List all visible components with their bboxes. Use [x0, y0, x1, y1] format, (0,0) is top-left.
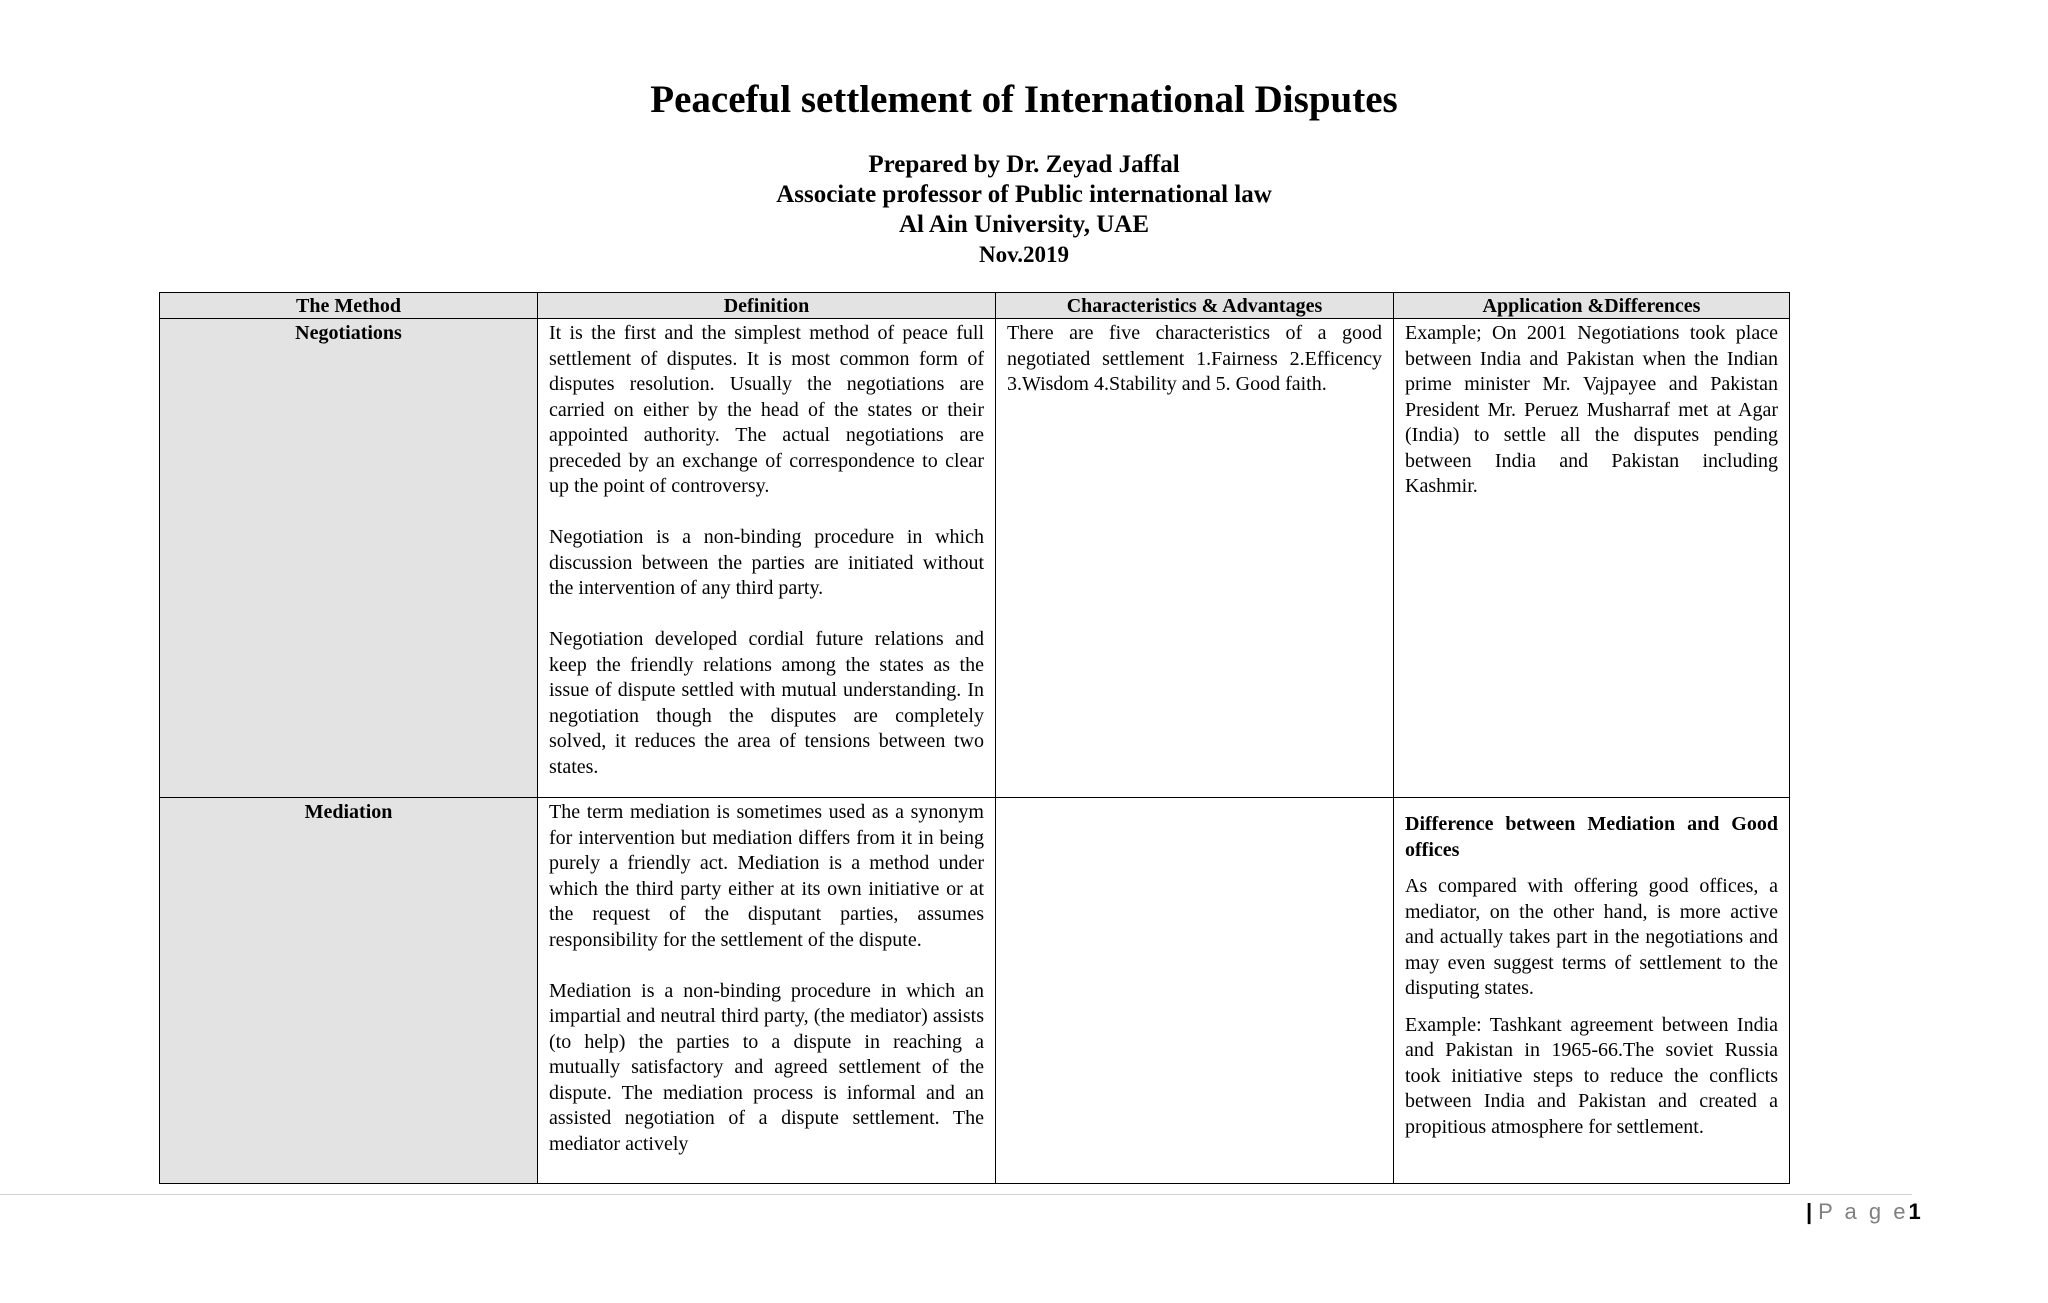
header-method: The Method — [160, 293, 538, 319]
methods-table — [159, 292, 1790, 1184]
definition-paragraph: It is the first and the simplest method of peace full settlement of disputes. It is most common form of disputes resolution. Usually the negotiations are carried on either by the head of the states or their appointed authority. The actual negotiations are preceded by an exchange of correspondence to clear up the point of controversy. — [549, 322, 984, 497]
application-cell — [1394, 319, 1790, 798]
page-label: P a g e — [1818, 1199, 1909, 1224]
page-number — [1806, 1197, 1921, 1227]
page-bar-glyph: | — [1806, 1199, 1813, 1224]
method-cell: Mediation — [160, 798, 538, 1184]
definition-cell — [538, 798, 996, 1184]
document-title: Peaceful settlement of International Disputes — [650, 78, 1398, 121]
characteristics-cell — [996, 798, 1394, 1184]
position-line: Associate professor of Public international law — [776, 181, 1272, 208]
application-cell — [1394, 798, 1790, 1184]
application-paragraph: As compared with offering good offices, a mediator, on the other hand, is more active and actually takes part in the negotiations and may even suggest terms of settlement to the disputing states. — [1405, 875, 1778, 999]
definition-clip — [549, 800, 984, 1181]
application-text: Example; On 2001 Negotiations took place between India and Pakistan when the Indian prime minister Mr. Vajpayee and Pakistan President Mr. Peruez Musharraf met at Agar (India) to settle all the disputes pending between India and Pakistan including Kashmir. — [1405, 322, 1778, 497]
definition-cell — [538, 319, 996, 798]
page-number-value: 1 — [1908, 1199, 1921, 1224]
document-meta — [0, 150, 2048, 270]
method-cell: Negotiations — [160, 319, 538, 798]
characteristics-text: There are five characteristics of a good negotiated settlement 1.Fairness 2.Efficency 3.Wisdom 4.Stability and 5. Good faith. — [1007, 322, 1382, 395]
author-line: Prepared by Dr. Zeyad Jaffal — [868, 151, 1180, 178]
header-characteristics: Characteristics & Advantages — [996, 293, 1394, 319]
header-definition: Definition — [538, 293, 996, 319]
table-header-row — [160, 293, 1790, 319]
table-row — [160, 319, 1790, 798]
application-heading: Difference between Mediation and Good offices — [1405, 813, 1778, 861]
date-line: Nov.2019 — [978, 242, 1070, 267]
definition-paragraph: Mediation is a non-binding procedure in which an impartial and neutral third party, (the mediator) assists (to help) the parties to a dispute in reaching a mutually satisfactory and agreed settlement of the dispute. The mediation process is informal and an assisted negotiation of a dispute settlement. The mediator actively — [549, 979, 984, 1155]
application-paragraph: Example: Tashkant agreement between India and Pakistan in 1965-66.The soviet Russia took initiative steps to reduce the conflicts between India and Pakistan and created a propitious atmosphere for settlement. — [1405, 1013, 1778, 1138]
institution-line: Al Ain University, UAE — [898, 211, 1150, 238]
characteristics-cell — [996, 319, 1394, 798]
footer-divider — [0, 1194, 1912, 1195]
definition-paragraph: Negotiation developed cordial future relations and keep the friendly relations among the states as the issue of dispute settled with mutual understanding. In negotiation though the disputes are completely solved, it reduces the area of tensions between two states. — [549, 628, 984, 778]
header-application: Application &Differences — [1394, 293, 1790, 319]
table-row — [160, 798, 1790, 1184]
definition-paragraph: Negotiation is a non-binding procedure in which discussion between the parties are initiated without the intervention of any third party. — [549, 526, 984, 599]
definition-paragraph: The term mediation is sometimes used as a synonym for intervention but mediation differs from it in being purely a friendly act. Mediation is a method under which the third party either at its own initiative or at the request of the disputant parties, assumes responsibility for the settlement of the dispute. — [549, 801, 984, 951]
